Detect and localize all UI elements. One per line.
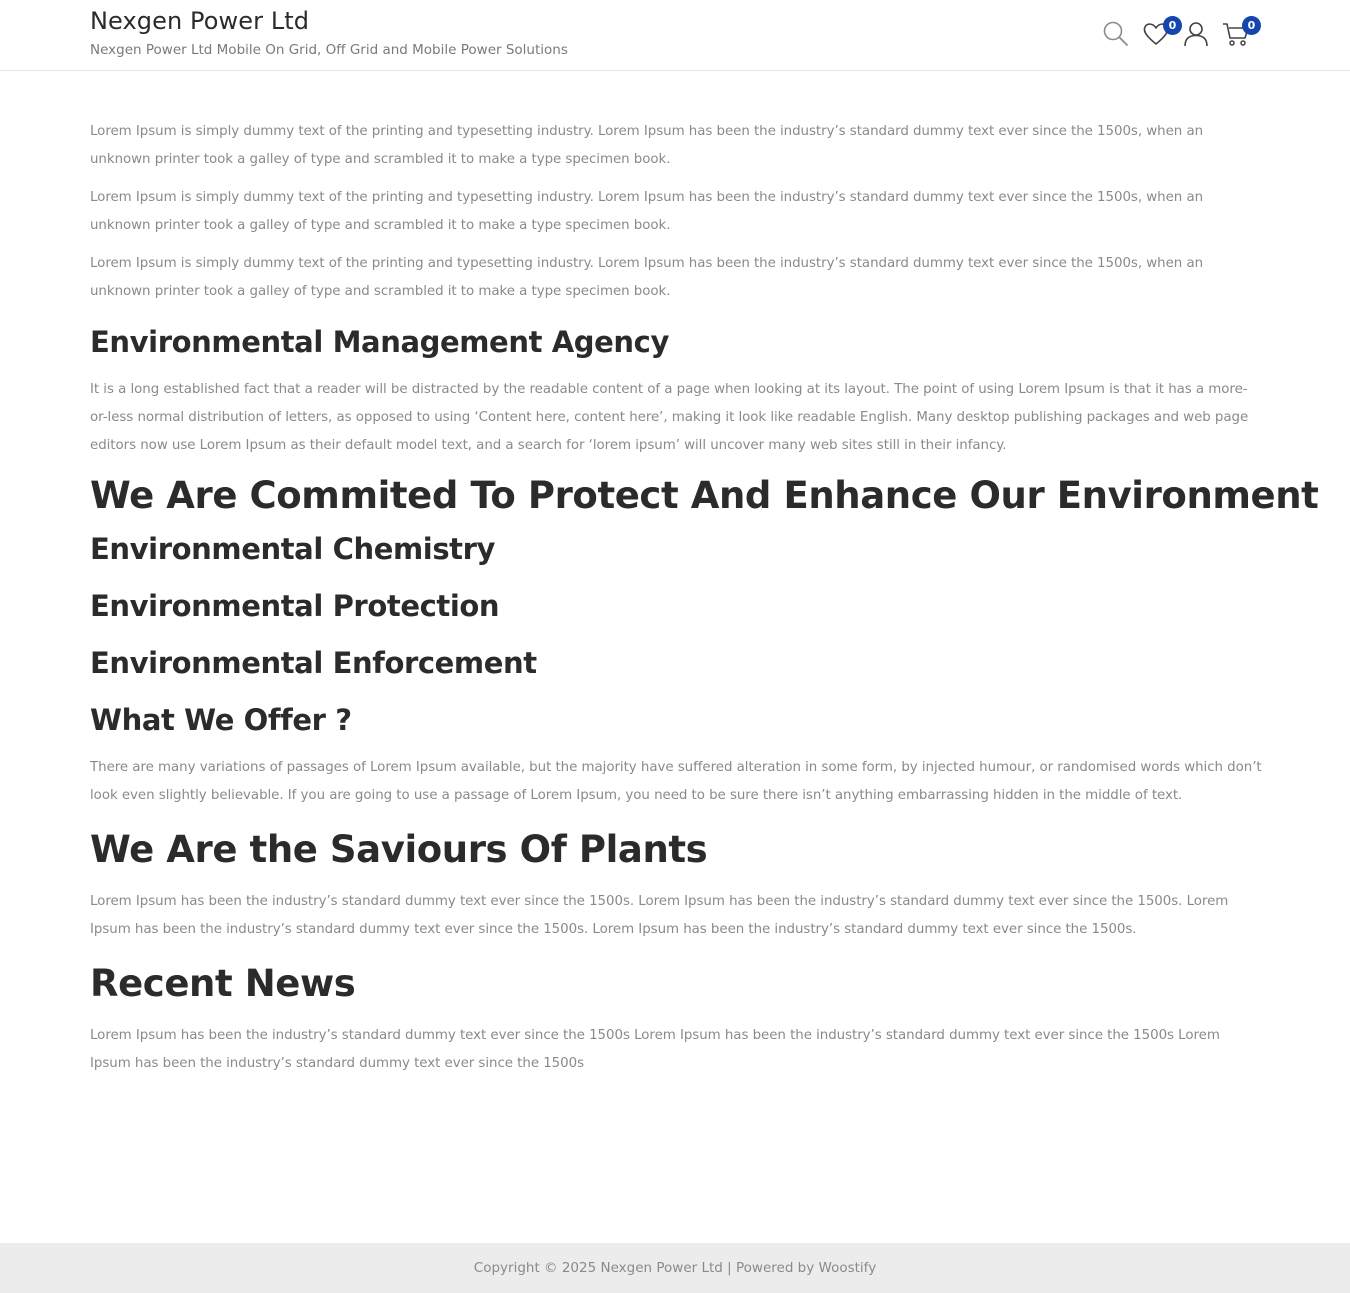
news-paragraph: Lorem Ipsum has been the industry’s standard dummy text ever since the 1500s Lorem Ipsum has been the industry’s standard dummy text ever since the 1500s Lorem Ipsum has been the industry’s standard dummy text ever since the 1500s <box>90 1028 1220 1071</box>
plants-heading: We Are the Saviours Of Plants <box>90 828 708 871</box>
wishlist-count-badge: 0 <box>1163 16 1182 35</box>
news-heading: Recent News <box>90 962 356 1005</box>
protection-heading: Environmental Protection <box>90 589 500 623</box>
site-title[interactable]: Nexgen Power Ltd <box>90 7 310 35</box>
intro-paragraph: Lorem Ipsum is simply dummy text of the printing and typesetting industry. Lorem Ipsum has been the industry’s standard dummy text ever since the 1500s, when an unknown printer took a galley of type and scrambled it to make a type specimen book. <box>90 190 1204 233</box>
woostify-link[interactable]: Woostify <box>818 1260 877 1276</box>
copyright-text: Copyright © 2025 Nexgen Power Ltd | Powered by <box>473 1260 819 1276</box>
cart-count-badge: 0 <box>1242 16 1261 35</box>
plants-paragraph: Lorem Ipsum has been the industry’s standard dummy text ever since the 1500s. Lorem Ipsum has been the industry’s standard dummy text ever since the 1500s. Lorem Ipsum has been the industry’s standard dummy text ever since the 1500s. Lorem Ipsum has been the industry’s standard dummy text ever since the 1500s. <box>90 894 1229 937</box>
brand <box>90 6 568 59</box>
intro-paragraph: Lorem Ipsum is simply dummy text of the printing and typesetting industry. Lorem Ipsum has been the industry’s standard dummy text ever since the 1500s, when an unknown printer took a galley of type and scrambled it to make a type specimen book. <box>90 124 1204 167</box>
footer-text <box>0 1243 1350 1293</box>
site-footer <box>0 1243 1350 1293</box>
agency-paragraph: It is a long established fact that a reader will be distracted by the readable content of a page when looking at its layout. The point of using Lorem Ipsum is that it has a more-or-less normal distribution of letters, as opposed to using ‘Content here, content here’, making it look like readable English. Many desktop publishing packages and web page editors now use Lorem Ipsum as their default model text, and a search for ‘lorem ipsum’ will uncover many web sites still in their infancy. <box>90 382 1249 453</box>
agency-heading: Environmental Management Agency <box>90 325 669 359</box>
wishlist-button[interactable] <box>1140 16 1177 52</box>
enforcement-heading: Environmental Enforcement <box>90 646 537 680</box>
cart-button[interactable] <box>1220 16 1256 52</box>
chemistry-heading: Environmental Chemistry <box>90 532 496 566</box>
search-button[interactable] <box>1100 16 1132 52</box>
account-button[interactable] <box>1180 16 1212 52</box>
site-header <box>0 0 1350 71</box>
user-icon <box>1182 20 1210 48</box>
header-icons <box>1100 16 1270 56</box>
commit-heading: We Are Commited To Protect And Enhance Our Environment <box>90 474 1319 517</box>
intro-paragraph: Lorem Ipsum is simply dummy text of the printing and typesetting industry. Lorem Ipsum has been the industry’s standard dummy text ever since the 1500s, when an unknown printer took a galley of type and scrambled it to make a type specimen book. <box>90 256 1204 299</box>
search-icon <box>1102 20 1130 48</box>
offer-heading: What We Offer ? <box>90 703 352 737</box>
site-tagline: Nexgen Power Ltd Mobile On Grid, Off Grid and Mobile Power Solutions <box>90 42 568 58</box>
offer-paragraph: There are many variations of passages of Lorem Ipsum available, but the majority have suffered alteration in some form, by injected humour, or randomised words which don’t look even slightly believable. If you are going to use a passage of Lorem Ipsum, you need to be sure there isn’t anything embarrassing hidden in the middle of text. <box>90 760 1262 803</box>
main-content <box>90 118 1319 1088</box>
